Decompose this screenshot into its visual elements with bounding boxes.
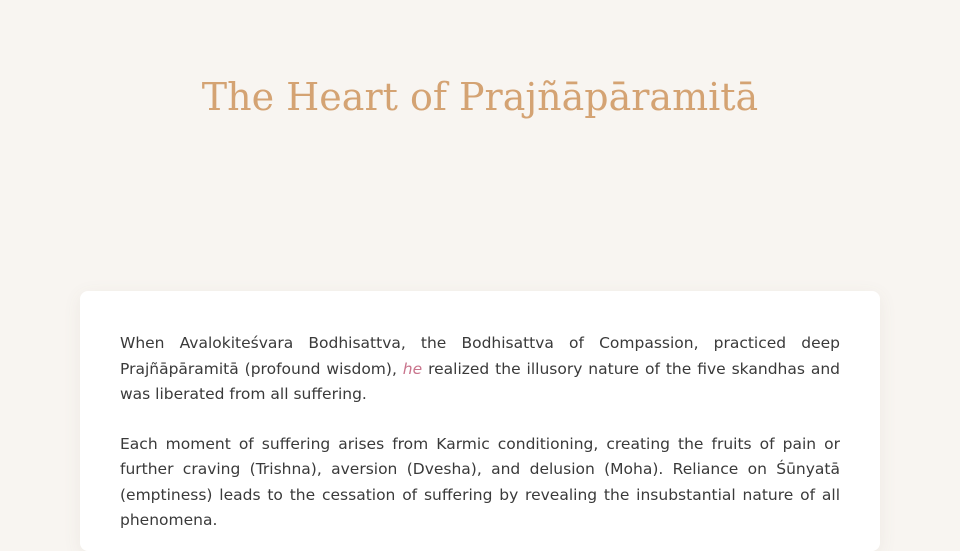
paragraph-1-text-start: When Avalokiteśvara Bodhisattva, the Bodhisattva of Compassion, practiced deep Prajñāpāramitā (profound wisdom), [120,334,840,378]
paragraph-1-text-end: realized the illusory nature of the five skandhas and was liberated from all suffering. [120,359,840,403]
emphasis-he: he [402,359,423,378]
content-card [80,291,880,551]
page-title: The Heart of Prajñāpāramitā [201,75,759,119]
paragraph-avalokitesvara [120,331,840,408]
paragraph-karmic-conditioning: Each moment of suffering arises from Karmic conditioning, creating the fruits of pain or further craving (Trishna), aversion (Dvesha), and delusion (Moha). Reliance on Śūnyatā (emptiness) leads to the cessation of suffering by revealing the insubstantial nature of all phenomena. [120,434,840,529]
